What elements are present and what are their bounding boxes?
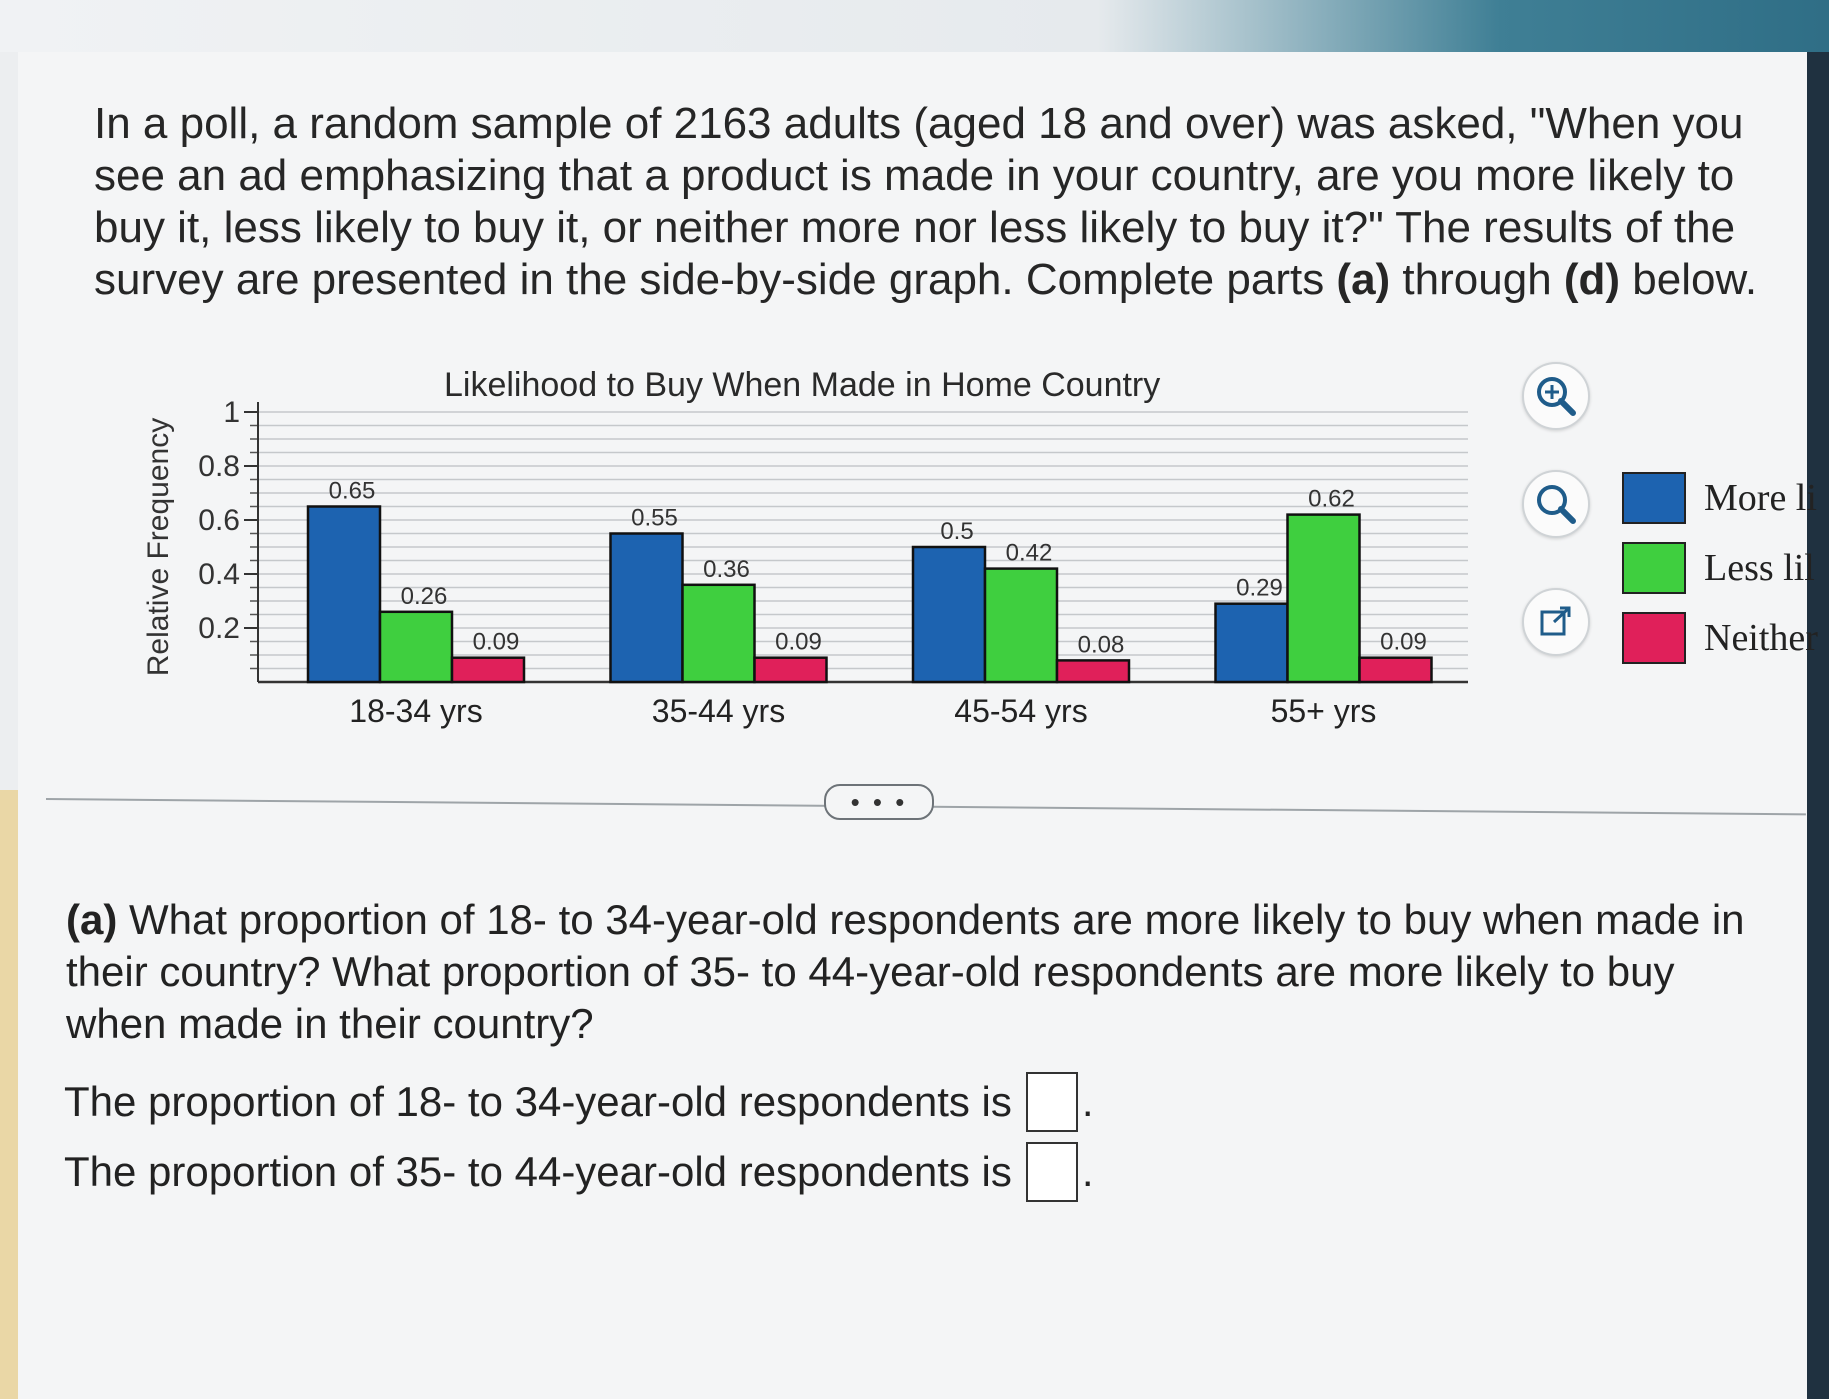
bar-data-label: 0.55	[631, 504, 678, 532]
bar	[1057, 660, 1129, 682]
part-a-ref: (a)	[1336, 255, 1391, 304]
bar	[913, 547, 985, 682]
bar-data-label: 0.09	[775, 628, 822, 656]
bar-data-label: 0.36	[703, 555, 750, 583]
bar	[380, 612, 452, 682]
y-tick-label: 1	[223, 396, 240, 429]
x-tick-label: 45-54 yrs	[954, 693, 1088, 729]
y-tick-label: 0.2	[198, 612, 240, 645]
legend-label-neither: Neither	[1704, 617, 1818, 659]
legend-swatch-neither	[1622, 612, 1686, 664]
bar-data-label: 0.62	[1308, 485, 1355, 513]
bar	[308, 507, 380, 683]
bar	[755, 658, 827, 682]
legend-label-less: Less lil	[1704, 547, 1815, 589]
problem-statement	[94, 98, 1794, 306]
legend-item-neither	[1622, 612, 1829, 670]
bar-data-label: 0.5	[940, 518, 974, 545]
bar-data-label: 0.09	[1380, 628, 1427, 656]
y-tick-label: 0.4	[198, 558, 240, 591]
problem-text-through: through	[1390, 255, 1564, 304]
bar	[1360, 658, 1432, 682]
answer-input-35-44[interactable]	[1026, 1142, 1078, 1202]
popout-button[interactable]	[1522, 588, 1590, 656]
zoom-in-icon	[1533, 373, 1579, 419]
legend-item-less	[1622, 542, 1829, 600]
zoom-in-button[interactable]	[1522, 362, 1590, 430]
answer-period-2: .	[1081, 1148, 1094, 1195]
bar-data-label: 0.42	[1005, 539, 1053, 567]
x-tick-label: 55+ yrs	[1270, 693, 1377, 729]
y-axis-label: Relative Frequency	[142, 417, 175, 677]
legend-label-more: More li	[1704, 477, 1817, 519]
problem-text-below: below.	[1620, 255, 1758, 304]
y-tick-label: 0.8	[198, 450, 240, 483]
answer-input-18-34[interactable]	[1026, 1072, 1078, 1132]
answer-period-1: .	[1081, 1078, 1094, 1125]
answer-prompt-18-34: The proportion of 18- to 34-year-old respondents is	[64, 1078, 1012, 1125]
bar	[1288, 515, 1360, 682]
left-edge-strip	[0, 790, 18, 1399]
bar-data-label: 0.26	[400, 582, 448, 610]
top-bar	[0, 0, 1829, 52]
question-page	[18, 52, 1818, 1399]
zoom-out-icon	[1533, 481, 1579, 527]
question-a	[66, 894, 1766, 1050]
external-link-icon	[1536, 602, 1576, 642]
bar-data-label: 0.09	[472, 628, 520, 656]
bar-chart	[128, 372, 1528, 852]
bar-data-label: 0.08	[1077, 631, 1125, 659]
part-d-ref: (d)	[1563, 255, 1621, 304]
answer-line-18-34	[64, 1072, 1094, 1132]
answer-prompt-35-44: The proportion of 35- to 44-year-old respondents is	[64, 1148, 1012, 1195]
question-a-label: (a)	[66, 896, 118, 943]
answer-line-35-44	[64, 1142, 1094, 1202]
bar-data-label: 0.65	[328, 477, 376, 505]
bar	[985, 569, 1057, 682]
question-a-text: What proportion of 18- to 34-year-old respondents are more likely to buy when made in their country? What proportion of 35- to 44-year-old respondents are more likely to buy when made in their country?	[66, 896, 1745, 1047]
bar	[452, 658, 524, 682]
legend-swatch-less	[1622, 542, 1686, 594]
bar-data-label: 0.29	[1236, 574, 1283, 602]
x-tick-label: 18-34 yrs	[349, 693, 483, 729]
legend-swatch-more	[1622, 472, 1686, 524]
window-edge	[1807, 52, 1829, 1399]
bar	[683, 585, 755, 682]
chart-title: Likelihood to Buy When Made in Home Country	[444, 366, 1161, 404]
problem-text: In a poll, a random sample of 2163 adults (aged 18 and over) was asked, "When you see an ad emphasizing that a product is made in your country, are you more likely to buy it, less likely to buy it, or neither more nor less likely to buy it?" The results of the survey are presented in the side-by-side graph. Complete parts	[94, 99, 1744, 304]
legend-item-more	[1622, 472, 1829, 530]
expand-button[interactable]: • • •	[824, 784, 934, 820]
x-tick-label: 35-44 yrs	[651, 693, 786, 729]
bar	[1216, 604, 1288, 682]
zoom-out-button[interactable]	[1522, 470, 1590, 538]
bar	[611, 534, 683, 683]
y-tick-label: 0.6	[198, 504, 240, 537]
